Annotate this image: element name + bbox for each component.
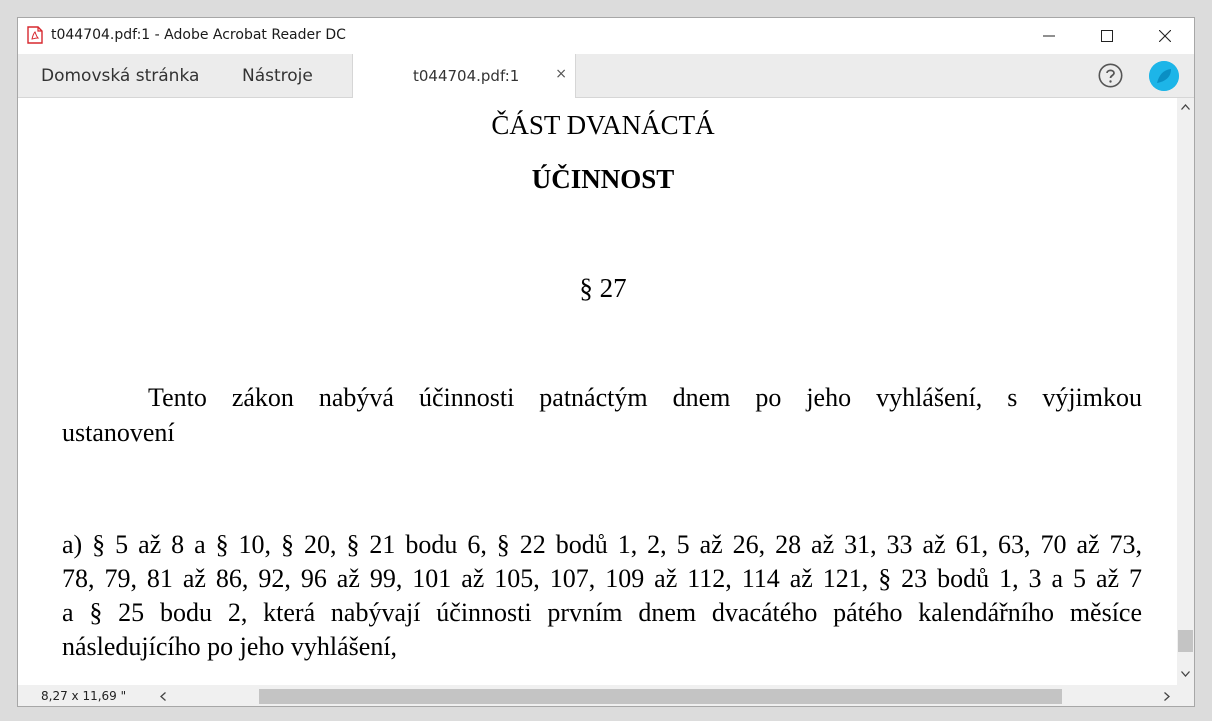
part-heading: ČÁST DVANÁCTÁ (491, 110, 715, 140)
window-title: t044704.pdf:1 - Adobe Acrobat Reader DC (51, 27, 346, 43)
section-title: ÚČINNOST (531, 164, 675, 194)
tab-bar (18, 54, 1194, 98)
vertical-scrollbar[interactable] (1177, 98, 1194, 685)
user-avatar-icon[interactable] (1149, 61, 1179, 91)
item-a-line-3: a § 25 bodu 2, která nabývají účinnosti prvním dnem dvacátého pátého kalendářního měsíce (62, 598, 1142, 627)
tab-home[interactable]: Domovská stránka (41, 66, 200, 86)
tab-document[interactable] (352, 54, 576, 98)
avatar-shape-icon (1149, 61, 1179, 91)
minimize-button[interactable] (1020, 18, 1078, 54)
app-window (17, 17, 1195, 707)
item-a-line-2: 78, 79, 81 až 86, 92, 96 až 99, 101 až 105, 107, 109 až 112, 114 až 121, § 23 bodů 1, 3 a 5 až 7 (62, 564, 1142, 593)
tab-tools[interactable]: Nástroje (242, 66, 313, 86)
maximize-icon (1101, 30, 1113, 42)
horizontal-scroll-thumb[interactable] (259, 689, 1062, 704)
maximize-button[interactable] (1078, 18, 1136, 54)
item-a-line-1: a) § 5 až 8 a § 10, § 20, § 21 bodu 6, § 22 bodů 1, 2, 5 až 26, 28 až 31, 33 až 61, 63, 70 až 73, (62, 530, 1142, 559)
scroll-up-icon[interactable] (1181, 104, 1190, 110)
item-a-line-4: následujícího po jeho vyhlášení, (62, 632, 398, 661)
tab-document-label: t044704.pdf:1 (413, 67, 520, 85)
vertical-scroll-thumb[interactable] (1178, 630, 1193, 652)
question-circle-icon[interactable] (1098, 63, 1123, 88)
document-view[interactable] (18, 98, 1177, 685)
intro-line-2: ustanovení (62, 418, 175, 447)
close-icon (1159, 30, 1171, 42)
scroll-down-icon[interactable] (1181, 671, 1190, 677)
minimize-icon (1043, 30, 1055, 42)
scroll-left-icon[interactable] (160, 692, 166, 701)
status-bar (18, 685, 1194, 707)
scroll-right-icon[interactable] (1164, 692, 1170, 701)
horizontal-scrollbar[interactable] (154, 685, 1194, 707)
paragraph-number: § 27 (579, 273, 627, 303)
pdf-file-icon (27, 26, 43, 44)
close-window-button[interactable] (1136, 18, 1194, 54)
intro-line-1: Tento zákon nabývá účinnosti patnáctým dnem po jeho vyhlášení, s výjimkou (148, 383, 1142, 412)
title-bar (18, 18, 1194, 54)
tab-close-icon[interactable]: × (555, 66, 567, 82)
page-size-label: 8,27 x 11,69 " (18, 685, 153, 707)
